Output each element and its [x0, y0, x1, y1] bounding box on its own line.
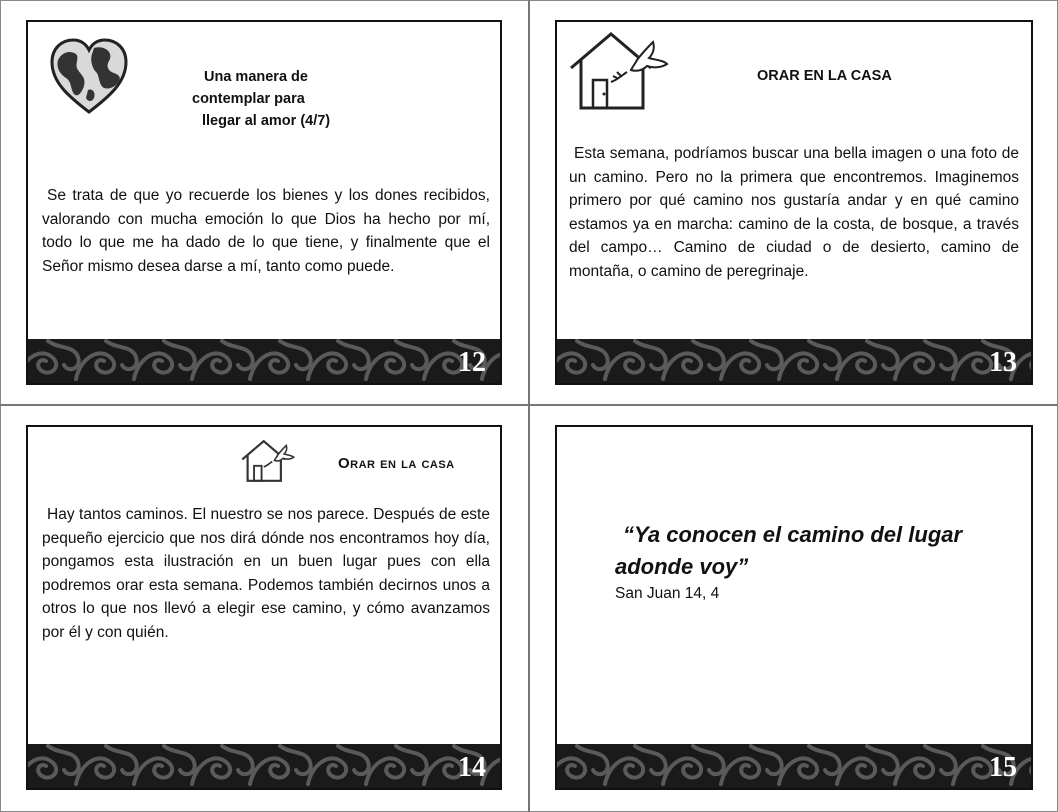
title-line-1: Una manera de — [204, 69, 308, 85]
card-13 — [555, 20, 1033, 385]
card-14 — [26, 425, 502, 790]
card-12-body: Se trata de que yo recuerde los bienes y los dones recibidos, valorando con mucha emoción lo que Dios ha hecho por mí, todo lo que me ha dado de lo que tiene, y finalmente que el Señor mismo desea darse a mí, tanto como puede. — [42, 187, 490, 275]
ornament-band — [557, 744, 1031, 788]
card-number: 13 — [989, 347, 1017, 378]
quote-line-1: “Ya conocen el camino del lugar — [623, 522, 963, 547]
card-number: 12 — [458, 347, 486, 378]
house-dove-icon — [240, 439, 296, 488]
house-dove-icon — [567, 30, 671, 117]
card-14-body: Hay tantos caminos. El nuestro se nos parece. Después de este pequeño ejercicio que nos dirá dónde nos encontramos hoy día, pongamos esta ilustración en un buen lugar pues con ella podremos orar esta semana. Podemos también decirnos unos a otros lo que nos llevó a elegir ese camino, y cómo avanzamos por él y con quién. — [42, 506, 490, 641]
ornament-band — [28, 339, 500, 383]
ornament-band — [557, 339, 1031, 383]
card-12 — [26, 20, 502, 385]
card-15 — [555, 425, 1033, 790]
quote — [615, 519, 962, 583]
vertical-divider — [528, 0, 530, 812]
card-number: 15 — [989, 752, 1017, 783]
card-13-title: ORAR EN LA CASA — [757, 68, 892, 84]
card-number: 14 — [458, 752, 486, 783]
ornament-band — [28, 744, 500, 788]
ornament-pattern — [28, 339, 500, 383]
card-14-title: Orar en la casa — [338, 455, 455, 472]
ornament-pattern — [557, 339, 1031, 383]
quote-line-2: adonde voy” — [615, 554, 749, 579]
title-line-3: llegar al amor (4/7) — [202, 113, 331, 129]
card-12-title — [192, 66, 331, 132]
card-13-body: Esta semana, podríamos buscar una bella imagen o una foto de un camino. Pero no la primera que encontremos. Imaginemos primero por qué camino nos gustaría andar y en qué camino estamos ya en marcha: camino de la costa, de bosque, a través del campo… Camino de ciudad o de desierto, camino de montaña, o camino de peregrinaje. — [569, 145, 1019, 280]
quote-citation: San Juan 14, 4 — [615, 585, 720, 602]
ornament-pattern — [557, 744, 1031, 788]
horizontal-divider — [0, 404, 1058, 406]
ornament-pattern — [28, 744, 500, 788]
heart-globe-icon — [48, 38, 130, 121]
title-line-2: contemplar para — [192, 91, 305, 107]
